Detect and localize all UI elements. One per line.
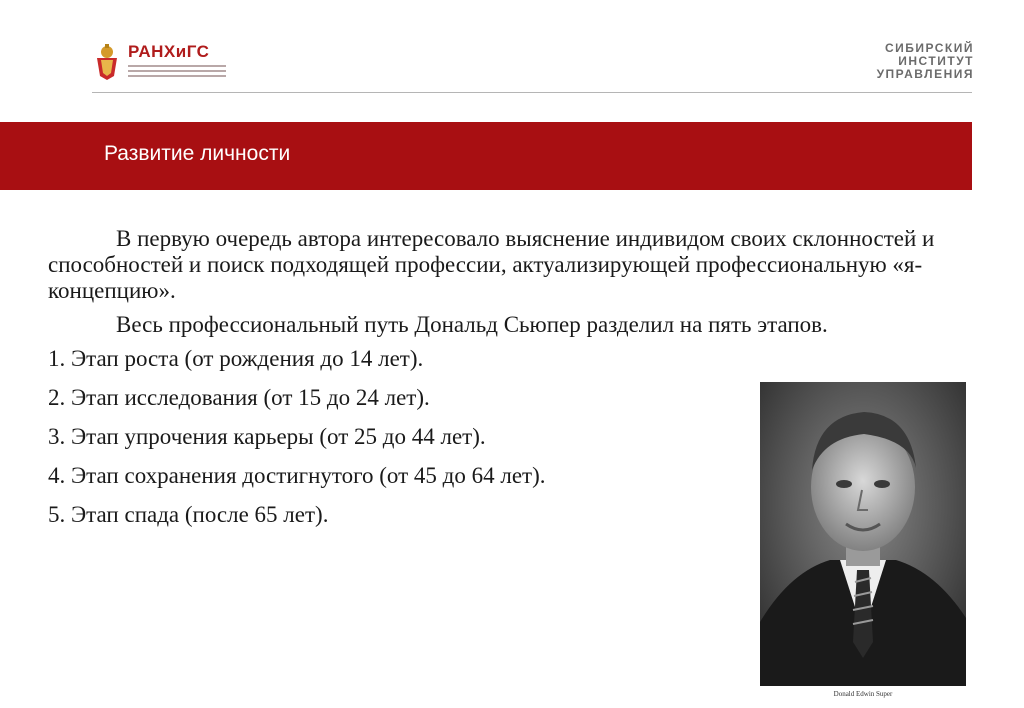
header-divider	[92, 92, 972, 93]
portrait-figure	[760, 382, 966, 704]
logo-line: ИНСТИТУТ	[898, 54, 974, 68]
ranepa-logo-text: РАНХиГС	[128, 42, 210, 61]
paragraph: Весь профессиональный путь Дональд Сьюпер разделил на пять этапов.	[116, 312, 828, 337]
portrait-photo	[760, 382, 966, 686]
stage-item: 3. Этап упрочения карьеры (от 25 до 44 лет).	[48, 424, 486, 449]
siberian-institute-logo	[877, 42, 974, 81]
ranepa-logo-subtitle	[128, 65, 226, 80]
stage-item: 2. Этап исследования (от 15 до 24 лет).	[48, 385, 430, 410]
portrait-caption: Donald Edwin Super	[833, 690, 893, 698]
paragraph: В первую очередь автора интересовало выяснение индивидом своих склонностей и способностей и поиск подходящей профессии, актуализирующей профессиональную «я-концепцию».	[48, 226, 935, 303]
logo-line: УПРАВЛЕНИЯ	[876, 67, 974, 81]
stage-item: 5. Этап спада (после 65 лет).	[48, 502, 329, 527]
ranepa-emblem-icon	[92, 42, 122, 82]
stage-item: 1. Этап роста (от рождения до 14 лет).	[48, 346, 424, 371]
stage-item: 4. Этап сохранения достигнутого (от 45 до 64 лет).	[48, 463, 546, 488]
ranepa-logo	[92, 40, 232, 86]
title-bar	[0, 122, 972, 190]
slide-title: Развитие личности	[104, 142, 291, 165]
logo-line: СИБИРСКИЙ	[885, 41, 974, 55]
